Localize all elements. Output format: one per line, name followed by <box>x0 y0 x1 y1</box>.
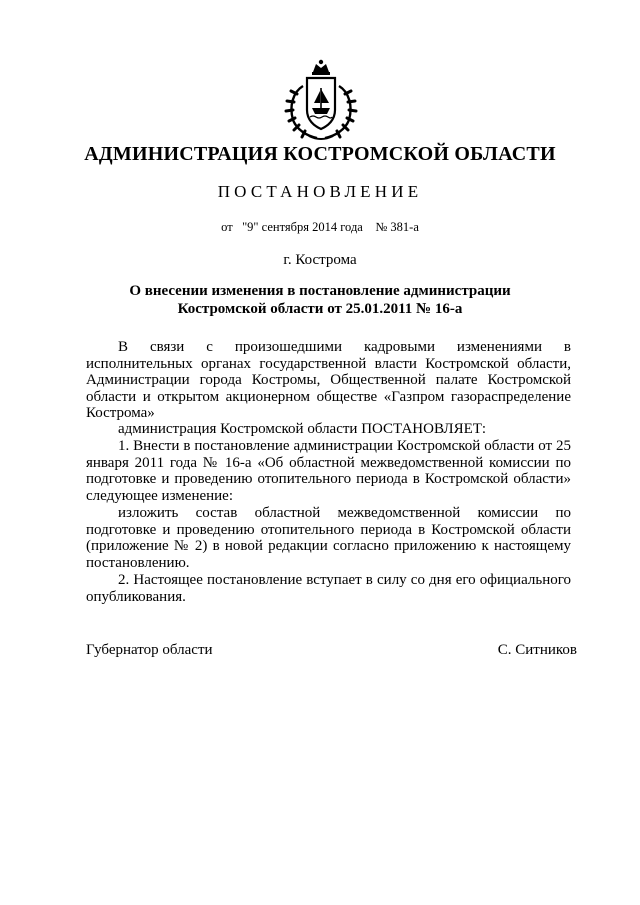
organization-title: АДМИНИСТРАЦИЯ КОСТРОМСКОЙ ОБЛАСТИ <box>84 143 556 165</box>
document-date: "9" сентября 2014 года <box>242 220 363 234</box>
signature-role: Губернатор области <box>86 642 213 658</box>
subject-line-2: Костромской области от 25.01.2011 № 16-а <box>177 301 463 317</box>
document-number: № 381-а <box>375 220 419 234</box>
body-paragraph-change: изложить состав областной межведомственной комиссии по подготовке и проведению отопительного периода в Костромской области (приложение № 2) в новой редакции согласно приложению к настоящему постановлению. <box>86 505 571 571</box>
kostroma-coat-of-arms-icon <box>283 58 359 142</box>
subject-line-1: О внесении изменения в постановление администрации <box>129 283 511 299</box>
body-paragraph-item-1: 1. Внести в постановление администрации Костромской области от 25 января 2011 года № 16-а «Об областной межведомственной комиссии по подготовке и проведению отопительного периода в Костромской области» следующее изменение: <box>86 438 571 504</box>
city: г. Кострома <box>283 252 357 268</box>
date-prefix: от <box>221 220 233 234</box>
document-date-line <box>0 220 640 235</box>
document-type: ПОСТАНОВЛЕНИЕ <box>217 182 423 201</box>
signature-name: С. Ситников <box>497 642 577 658</box>
body-paragraph-resolves: администрация Костромской области ПОСТАНОВЛЯЕТ: <box>118 421 487 437</box>
body-paragraph-item-2: 2. Настоящее постановление вступает в силу со дня его официального опубликования. <box>86 572 571 605</box>
body-paragraph-preamble: В связи с произошедшими кадровыми изменениями в исполнительных органах государственной власти Костромской области, Администрации города Костромы, Общественной палате Костромской области и открытом акционерном обществе «Газпром газораспределение Кострома» <box>86 339 571 422</box>
document-subject <box>100 282 540 318</box>
